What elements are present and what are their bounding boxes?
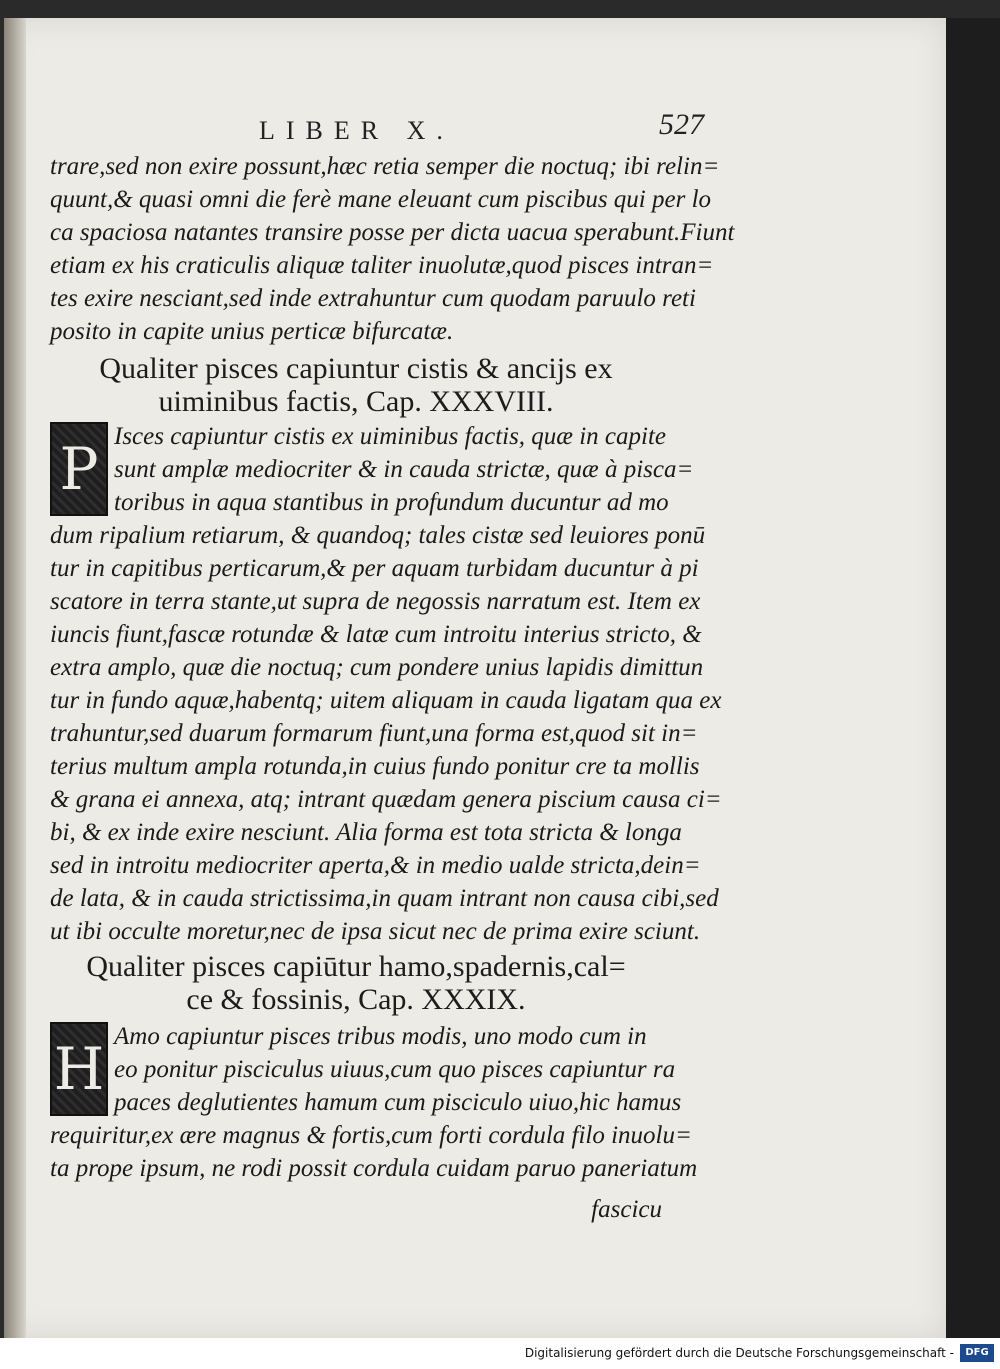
- text-line: & grana ei annexa, atq; intrant quædam genera piscium causa ci=: [50, 786, 722, 813]
- chapter-heading-38: [50, 352, 662, 418]
- text-line: iuncis fiunt,fascæ rotundæ & latæ cum introitu interius stricto, &: [50, 621, 702, 648]
- text-line: scatore in terra stante,ut supra de negossis narratum est. Item ex: [50, 588, 701, 615]
- page-number: 527: [659, 108, 704, 141]
- dfg-logo-icon: DFG: [960, 1344, 994, 1362]
- text-line: bi, & ex inde exire nesciunt. Alia forma est tota stricta & longa: [50, 819, 682, 846]
- paragraph-2: [50, 420, 722, 948]
- text-line: etiam ex his craticulis aliquæ taliter inuolutæ,quod pisces intran=: [50, 252, 714, 279]
- funding-credit: Digitalisierung gefördert durch die Deutsche Forschungsgemeinschaft -: [524, 1346, 954, 1360]
- heading-line: Qualiter pisces capiūtur hamo,spadernis,cal=: [86, 950, 626, 983]
- text-line: sed in introitu mediocriter aperta,& in medio ualde stricta,dein=: [50, 852, 701, 879]
- text-line: quunt,& quasi omni die ferè mane eleuant cum piscibus qui per lo: [50, 186, 712, 213]
- running-title: LIBER X.: [259, 116, 454, 145]
- text-line: extra amplo, quæ die noctuq; cum pondere unius lapidis dimittun: [50, 654, 704, 681]
- text-line: requiritur,ex ære magnus & fortis,cum forti cordula filo inuolu=: [50, 1122, 692, 1149]
- paragraph-3: [50, 1020, 698, 1226]
- text-line: de lata, & in cauda strictissima,in quam intrant non causa cibi,sed: [50, 885, 719, 912]
- text-line: posito in capite unius perticæ bifurcatæ.: [50, 318, 454, 345]
- text-line: dum ripalium retiarum, & quandoq; tales cistæ sed leuiores ponū: [50, 522, 706, 549]
- paragraph-1: [50, 150, 735, 348]
- page-text: [50, 150, 735, 1226]
- digitization-footer: [0, 1338, 1000, 1369]
- text-line: tes exire nesciant,sed inde extrahuntur cum quodam paruulo reti: [50, 285, 696, 312]
- heading-line: ce & fossinis, Cap. XXXIX.: [186, 983, 526, 1016]
- text-line: ca spaciosa natantes transire posse per dicta uacua sperabunt.Fiunt: [50, 219, 735, 246]
- heading-line: uiminibus factis, Cap. XXXVIII.: [158, 385, 554, 418]
- text-line: Amo capiuntur pisces tribus modis, uno modo cum in: [114, 1023, 647, 1050]
- text-line: Isces capiuntur cistis ex uiminibus factis, quæ in capite: [114, 423, 667, 450]
- text-line: eo ponitur pisciculus uiuus,cum quo pisces capiuntur ra: [114, 1056, 676, 1083]
- text-line: tur in fundo aquæ,habentq; uitem aliquam in cauda ligatam qua ex: [50, 687, 722, 714]
- text-line: paces deglutientes hamum cum pisciculo uiuo,hic hamus: [114, 1089, 682, 1116]
- catchword: fascicu: [591, 1196, 662, 1223]
- text-line: trare,sed non exire possunt,hæc retia semper die noctuq; ibi relin=: [50, 153, 720, 180]
- text-line: toribus in aqua stantibus in profundum ducuntur ad mo: [114, 489, 669, 516]
- text-line: ta prope ipsum, ne rodi possit cordula cuidam paruo paneriatum: [50, 1155, 698, 1182]
- text-line: tur in capitibus perticarum,& per aquam turbidam ducuntur à pi: [50, 555, 699, 582]
- text-line: terius multum ampla rotunda,in cuius fundo ponitur cre ta mollis: [50, 753, 700, 780]
- text-line: trahuntur,sed duarum formarum fiunt,una forma est,quod sit in=: [50, 720, 698, 747]
- decorated-initial: H: [50, 1022, 108, 1116]
- text-line: sunt amplæ mediocriter & in cauda strictæ, quæ à pisca=: [114, 456, 694, 483]
- decorated-initial: P: [50, 422, 108, 516]
- chapter-heading-39: [50, 950, 662, 1016]
- heading-line: Qualiter pisces capiuntur cistis & ancijs ex: [99, 352, 613, 385]
- book-page: [4, 18, 946, 1338]
- text-line: ut ibi occulte moretur,nec de ipsa sicut nec de prima exire sciunt.: [50, 918, 701, 945]
- scan-border: [946, 18, 1000, 1338]
